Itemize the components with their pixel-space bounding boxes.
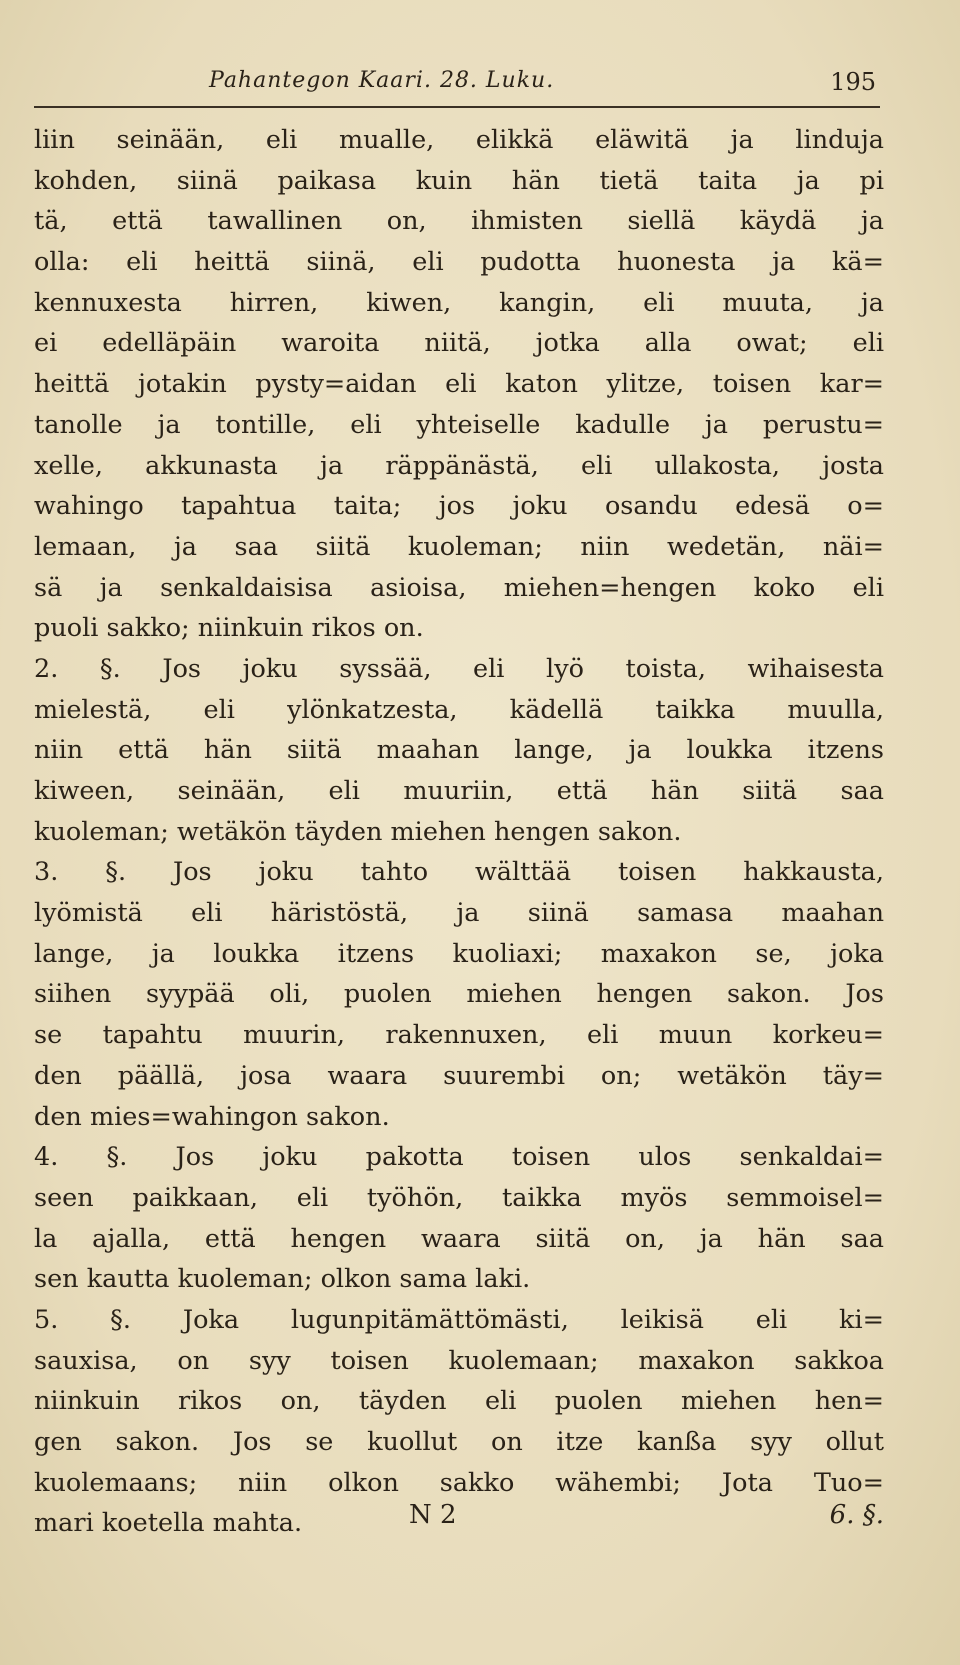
- text-line: sä ja senkaldaisisa asioisa, miehen=hengen koko eli: [34, 572, 884, 603]
- running-head: Pahantegon Kaari. 28. Luku.: [209, 68, 555, 93]
- text-line: puoli sakko; niinkuin rikos on.: [34, 613, 424, 644]
- text-line: kennuxesta hirren, kiwen, kangin, eli muuta, ja: [34, 287, 884, 318]
- text-line: mielestä, eli ylönkatzesta, kädellä taikka muulla,: [34, 694, 884, 725]
- text-line: wahingo tapahtua taita; jos joku osandu edesä o=: [34, 491, 884, 522]
- text-line: kuolemaans; niin olkon sakko wähembi; Jota Tuo=: [34, 1467, 884, 1498]
- text-line: tä, että tawallinen on, ihmisten siellä käydä ja: [34, 206, 884, 237]
- header-rule: [34, 106, 880, 108]
- text-line: xelle, akkunasta ja räppänästä, eli ullakosta, josta: [34, 450, 884, 481]
- text-line: olla: eli heittä siinä, eli pudotta huonesta ja kä=: [34, 247, 884, 278]
- signature-mark: N 2: [409, 1500, 457, 1530]
- text-line: siihen syypää oli, puolen miehen hengen sakon. Jos: [34, 979, 884, 1010]
- text-line: lemaan, ja saa siitä kuoleman; niin wedetän, näi=: [34, 531, 884, 562]
- text-line: kiween, seinään, eli muuriin, että hän siitä saa: [34, 776, 884, 806]
- text-line: sauxisa, on syy toisen kuolemaan; maxakon sakkoa: [34, 1345, 884, 1376]
- text-line: lange, ja loukka itzens kuoliaxi; maxakon se, joka: [34, 938, 884, 969]
- page-header: [34, 64, 880, 108]
- text-line: heittä jotakin pysty=aidan eli katon ylitze, toisen kar=: [34, 369, 884, 400]
- text-line: 5. §. Joka lugunpitämättömästi, leikisä eli ki=: [34, 1304, 884, 1335]
- text-line: liin seinään, eli mualle, elikkä eläwitä ja linduja: [34, 125, 884, 155]
- text-line: den päällä, josa waara suurembi on; wetäkön täy=: [34, 1060, 884, 1091]
- text-line: sen kautta kuoleman; olkon sama laki.: [34, 1264, 531, 1295]
- text-line: kohden, siinä paikasa kuin hän tietä taita ja pi: [34, 165, 884, 196]
- text-line: tanolle ja tontille, eli yhteiselle kadulle ja perustu=: [34, 409, 884, 440]
- text-line: 4. §. Jos joku pakotta toisen ulos senkaldai=: [34, 1142, 884, 1173]
- text-line: 3. §. Jos joku tahto wälttää toisen hakkausta,: [34, 857, 884, 888]
- text-line: ei edelläpäin waroita niitä, jotka alla owat; eli: [34, 328, 884, 359]
- text-line: mari koetella mahta.: [34, 1508, 303, 1539]
- text-line: se tapahtu muurin, rakennuxen, eli muun korkeu=: [34, 1020, 884, 1051]
- text-line: kuoleman; wetäkön täyden miehen hengen sakon.: [34, 816, 682, 847]
- catchword: 6. §.: [829, 1500, 884, 1530]
- page-footer: [34, 1500, 884, 1540]
- text-line: niin että hän siitä maahan lange, ja loukka itzens: [34, 735, 884, 766]
- text-line: la ajalla, että hengen waara siitä on, ja hän saa: [34, 1223, 884, 1254]
- body-text: [34, 120, 884, 1544]
- text-line: 2. §. Jos joku syssää, eli lyö toista, wihaisesta: [34, 653, 884, 684]
- text-line: lyömistä eli häristöstä, ja siinä samasa maahan: [34, 898, 884, 929]
- text-line: den mies=wahingon sakon.: [34, 1101, 390, 1132]
- text-line: gen sakon. Jos se kuollut on itze kanßa syy ollut: [34, 1427, 884, 1457]
- text-line: niinkuin rikos on, täyden eli puolen miehen hen=: [34, 1386, 884, 1417]
- page-number: 195: [830, 68, 876, 96]
- text-line: seen paikkaan, eli työhön, taikka myös semmoisel=: [34, 1182, 884, 1213]
